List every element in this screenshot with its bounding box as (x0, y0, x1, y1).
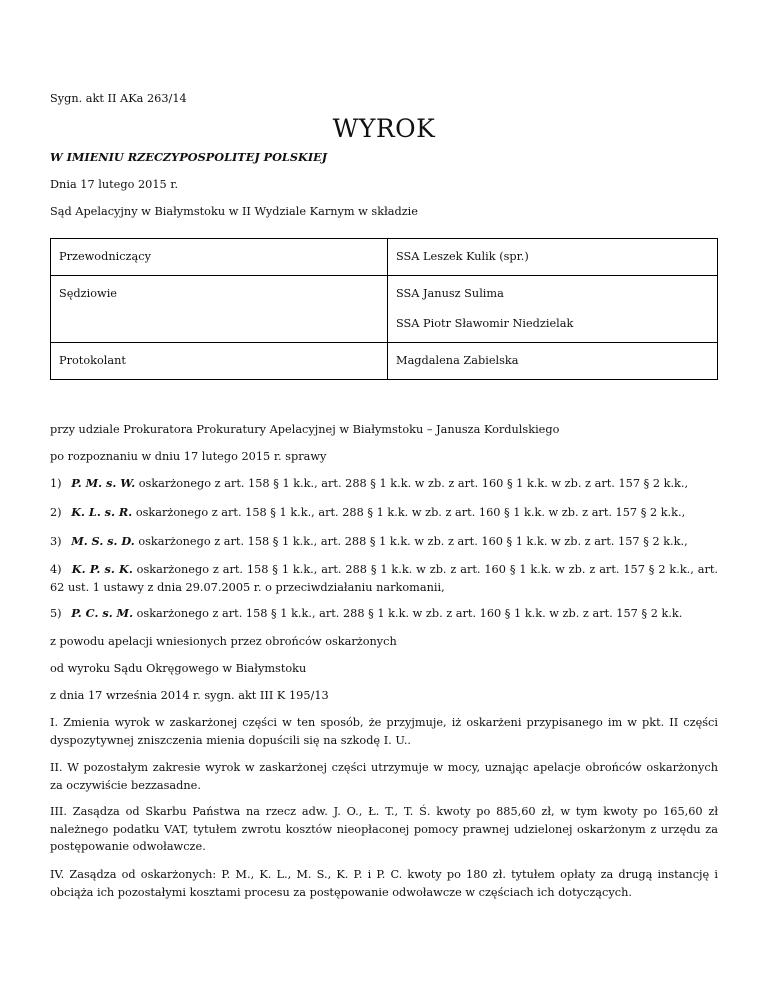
judge-name: SSA Janusz Sulima (396, 287, 504, 300)
clerk-label-cell (51, 343, 388, 380)
hearing-line: po rozpoznaniu w dniu 17 lutego 2015 r. sprawy (50, 450, 327, 463)
table-row (51, 239, 718, 276)
document-title: WYROK (332, 114, 436, 143)
defendant-number: 2) (50, 506, 62, 519)
presiding-label-cell (51, 239, 388, 276)
ruling-paragraph: IV. Zasądza od oskarżonych: P. M., K. L., M. S., K. P. i P. C. kwoty po 180 zł. tytułem opłaty za drugą instancję i obciąża ich pozostałymi kosztami procesu za postępowanie odwoławcze w częściach ich dotyczących. (50, 868, 718, 899)
table-row (51, 276, 718, 343)
defendant-item (50, 561, 718, 596)
defendant-charges: oskarżonego z art. 158 § 1 k.k., art. 288 § 1 k.k. w zb. z art. 160 § 1 k.k. w zb. z art. 157 § 2 k.k., art. 62 ust. 1 ustawy z dnia 29.07.2005 r. o przeciwdziałaniu narkomanii, (50, 563, 718, 594)
presiding-name: SSA Leszek Kulik (spr.) (396, 250, 529, 263)
judges-label: Sędziowie (59, 287, 117, 300)
defendant-charges: oskarżonego z art. 158 § 1 k.k., art. 288 § 1 k.k. w zb. z art. 160 § 1 k.k. w zb. z art. 157 § 2 k.k., (135, 477, 689, 490)
ruling-paragraph: II. W pozostałym zakresie wyrok w zaskarżonej części utrzymuje w mocy, uznając apelacje obrońców oskarżonych za oczywiście bezzasadne. (50, 761, 718, 792)
judges-label-cell (51, 276, 388, 343)
court-line: Sąd Apelacyjny w Białymstoku w II Wydziale Karnym w składzie (50, 205, 418, 218)
defendant-item (50, 533, 718, 551)
from-judgment-line: od wyroku Sądu Okręgowego w Białymstoku (50, 662, 307, 675)
defendant-item (50, 475, 718, 493)
defendant-number: 3) (50, 535, 62, 548)
court-composition-table (50, 238, 718, 380)
defendant-name: M. S. s. D. (71, 534, 135, 548)
defendant-item (50, 605, 718, 623)
document-subtitle: W IMIENIU RZECZYPOSPOLITEJ POLSKIEJ (50, 150, 328, 164)
presiding-label: Przewodniczący (59, 250, 151, 263)
clerk-name-cell (388, 343, 718, 380)
defendant-number: 4) (50, 563, 62, 576)
judgment-date-line: z dnia 17 września 2014 r. sygn. akt III K 195/13 (50, 689, 329, 702)
date-line: Dnia 17 lutego 2015 r. (50, 178, 179, 191)
clerk-name: Magdalena Zabielska (396, 354, 519, 367)
defendant-name: K. P. s. K. (71, 562, 133, 576)
defendant-number: 5) (50, 607, 62, 620)
defendant-charges: oskarżonego z art. 158 § 1 k.k., art. 288 § 1 k.k. w zb. z art. 160 § 1 k.k. w zb. z art. 157 § 2 k.k. (133, 607, 683, 620)
judges-names-cell (388, 276, 718, 343)
prosecutor-line: przy udziale Prokuratora Prokuratury Apelacyjnej w Białymstoku – Janusza Kordulskiego (50, 423, 560, 436)
defendant-item (50, 504, 718, 522)
appeal-line: z powodu apelacji wniesionych przez obrońców oskarżonych (50, 635, 397, 648)
presiding-name-cell (388, 239, 718, 276)
defendant-name: K. L. s. R. (71, 505, 133, 519)
defendant-name: P. C. s. M. (71, 606, 133, 620)
defendant-number: 1) (50, 477, 62, 490)
judge-name: SSA Piotr Sławomir Niedzielak (396, 317, 574, 330)
case-reference: Sygn. akt II AKa 263/14 (50, 92, 187, 105)
defendant-charges: oskarżonego z art. 158 § 1 k.k., art. 288 § 1 k.k. w zb. z art. 160 § 1 k.k. w zb. z art. 157 § 2 k.k., (134, 535, 688, 548)
table-row (51, 343, 718, 380)
defendant-charges: oskarżonego z art. 158 § 1 k.k., art. 288 § 1 k.k. w zb. z art. 160 § 1 k.k. w zb. z art. 157 § 2 k.k., (132, 506, 686, 519)
clerk-label: Protokolant (59, 354, 126, 367)
ruling-paragraph: III. Zasądza od Skarbu Państwa na rzecz adw. J. O., Ł. T., T. Ś. kwoty po 885,60 zł, w tym kwoty po 165,60 zł należnego podatku VAT, tytułem zwrotu kosztów nieopłaconej pomocy prawnej udzielonej oskarżonym z urzędu za postępowanie odwoławcze. (50, 805, 718, 853)
ruling-paragraph: I. Zmienia wyrok w zaskarżonej części w ten sposób, że przyjmuje, iż oskarżeni przypisanego im w pkt. II części dyspozytywnej zniszczenia mienia dopuścili się na szkodę I. U.. (50, 716, 718, 747)
defendant-name: P. M. s. W. (71, 476, 136, 490)
